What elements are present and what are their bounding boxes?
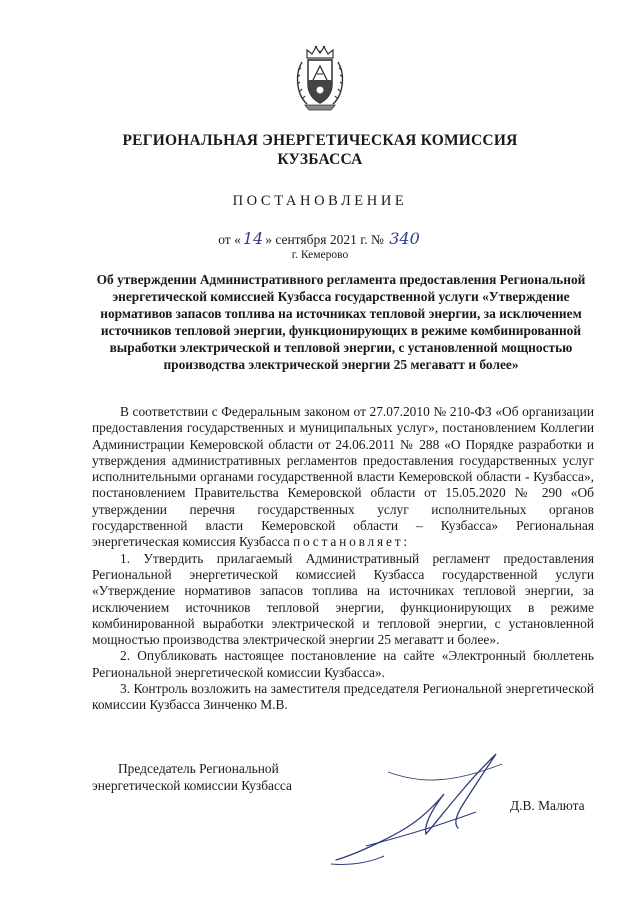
signatory-name: Д.В. Малюта: [510, 798, 585, 813]
organization-name-line1: РЕГИОНАЛЬНАЯ ЭНЕРГЕТИЧЕСКАЯ КОМИССИЯ: [122, 132, 518, 149]
signatory-position-line2: энергетической комиссии Кузбасса: [92, 778, 292, 793]
document-city: г. Кемерово: [291, 249, 349, 261]
document-type: ПОСТАНОВЛЕНИЕ: [232, 193, 408, 209]
organization-name-line2: КУЗБАССА: [277, 151, 363, 168]
kuzbass-coat-of-arms-icon: [293, 44, 347, 114]
preamble-text: В соответствии с Федеральным законом от 27.07.2010 № 210-ФЗ «Об организации предоставления государственных и муниципальных услуг», постановлением Коллегии Администрации Кемеровской области от 24.06.2011 № 288 «О Порядке разработки и утверждения административных регламентов предоставления государственных услуг исполнительными органами государственной власти Кемеровской области - Кузбасса», постановлением Правительства Кемеровской области от 15.05.2020 № 290 «Об утверждении перечня государственных услуг исполнительных органов государственной власти Кемеровской области – Кузбасса» Региональная энергетическая комиссия Кузбасса: [92, 404, 594, 550]
preamble-paragraph: [92, 404, 594, 551]
decree-item-3: 3. Контроль возложить на заместителя председателя Региональной энергетической комиссии Кузбасса Зинченко М.В.: [92, 681, 594, 713]
decree-word: постановляет:: [293, 534, 410, 550]
decree-item-1: 1. Утвердить прилагаемый Административный регламент предоставления Региональной энергетической комиссией Кузбасса государственной услуги «Утверждение нормативов запасов топлива на источниках тепловой энергии, за исключением источников тепловой энергии, функционирующих в режиме комбинированной выработки электрической и тепловой энергии, с установленной мощностью производства электрической энергии 25 мегаватт и более».: [92, 550, 594, 648]
date-day-handwritten: 14: [242, 229, 264, 248]
handwritten-signature: [326, 742, 511, 872]
document-title: Об утверждении Административного регламента предоставления Региональной энергетической комиссией Кузбасса государственной услуги «Утверждение нормативов запасов топлива на источниках тепловой энергии, за исключением источников тепловой энергии, функционирующих в режиме комбинированной выработки электрической и тепловой энергии, с установленной мощностью производства электрической энергии 25 мегаватт и более»: [96, 272, 586, 372]
date-middle: » сентября 2021 г. №: [265, 232, 384, 247]
document-number-handwritten: 340: [389, 229, 420, 248]
signatory-position: [92, 760, 292, 794]
document-body: [92, 404, 594, 714]
date-prefix: от «: [218, 232, 241, 247]
decree-item-2: 2. Опубликовать настоящее постановление на сайте «Электронный бюллетень Региональной энергетической комиссии Кузбасса».: [92, 648, 594, 680]
document-date-number: [0, 229, 640, 248]
signatory-position-line1: Председатель Региональной: [118, 761, 279, 776]
